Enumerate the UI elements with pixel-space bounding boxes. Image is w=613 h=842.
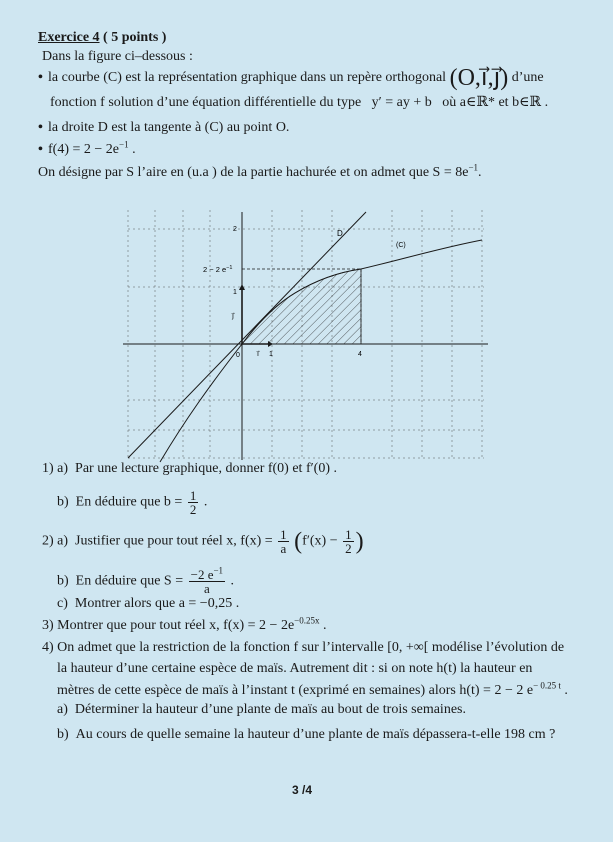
- question-4-line2: la hauteur d’une certaine espèce de maïs. Autrement dit : si on note h(t) la hauteur en: [57, 661, 533, 676]
- question-4-line3: [57, 680, 568, 699]
- label-C: (C): [396, 242, 406, 249]
- q4b-text: Au cours de quelle semaine la hauteur d’une plante de maïs dépassera-t-elle 198 cm ?: [75, 727, 556, 742]
- question-4b: [57, 727, 555, 743]
- origin-label: 0: [236, 352, 240, 359]
- area-value: 8e: [455, 165, 469, 180]
- q3-exponent: −0.25x: [294, 615, 320, 626]
- q4-line3-end: .: [564, 683, 568, 698]
- question-4a: [57, 702, 466, 718]
- question-2b: [57, 565, 235, 596]
- bullet-curve-text: la courbe (C) est la représentation graphique dans un repère orthogonal: [48, 70, 447, 86]
- fraction-one-over-a: $\frac{1}{a}$: [280, 527, 287, 556]
- vector-j-label: j⃗: [232, 313, 234, 320]
- q4-exponent: − 0.25 t: [533, 680, 561, 691]
- q2b-end: .: [230, 573, 235, 589]
- fraction-area: $\frac{-2 e^{-1}}{a}$: [190, 565, 224, 596]
- area-end: .: [478, 165, 482, 180]
- q1a-number: 1) a): [42, 461, 69, 476]
- area-exponent: −1: [468, 162, 479, 173]
- question-4-line1: 4) On admet que la restriction de la fonction f sur l’intervalle [0, +∞[ modélise l’évolution de: [42, 640, 565, 655]
- exercise-title: Exercice 4: [38, 30, 100, 45]
- q2c-label: c): [57, 596, 68, 611]
- diff-eq-conditions: où a∈ℝ* et b∈ℝ .: [442, 95, 549, 110]
- label-D: D: [337, 229, 343, 238]
- tick-x-4: 4: [358, 351, 362, 358]
- q2a-number: 2) a): [42, 533, 69, 549]
- diff-eq: y′ = ay + b: [371, 95, 432, 110]
- q4a-text: Déterminer la hauteur d’une plante de maïs au bout de trois semaines.: [74, 702, 466, 717]
- q2a-text: Justifier que pour tout réel x, f(x) =: [75, 533, 273, 549]
- bullet-dot-icon: •: [38, 70, 43, 86]
- intro-line: Dans la figure ci–dessous :: [42, 49, 193, 64]
- question-2c: [57, 596, 239, 612]
- q4b-label: b): [57, 727, 69, 742]
- q1b-end: .: [203, 494, 208, 510]
- q1a-text: Par une lecture graphique, donner f(0) et f′(0) .: [75, 461, 337, 476]
- q2c-text: Montrer alors que a = −0,25 .: [74, 596, 240, 611]
- area-text: On désigne par S l’aire en (u.a ) de la partie hachurée et on admet que S =: [38, 165, 452, 180]
- f4-exponent: −1: [119, 139, 129, 150]
- exercise-points: ( 5 points ): [99, 30, 167, 45]
- bullet-dot-icon: •: [38, 120, 43, 135]
- fraction-inner-half: $\frac{1}{2}$: [345, 527, 352, 556]
- bullet-tangent-text: la droite D est la tangente à (C) au point O.: [48, 120, 290, 135]
- fraction-one-half: $\frac{1}{2}$: [189, 488, 197, 517]
- q4a-label: a): [57, 702, 68, 717]
- q1b-text: En déduire que b =: [75, 494, 183, 510]
- tick-y-1: 1: [233, 289, 237, 296]
- bullet-curve-end: d’une: [511, 70, 544, 86]
- q3-end: .: [323, 618, 327, 633]
- tick-y-value: 2 − 2 $e^{-1}$: [203, 265, 233, 274]
- question-2a: 2) a) Justifier que pour tout réel x, f(x) = $\frac{1}{a}$ (f′(x) − $\frac{1}{2}$ ): [42, 527, 364, 556]
- f4-end: .: [132, 142, 136, 157]
- q4-line3-text: mètres de cette espèce de maïs à l’instant t (exprimé en semaines) alors h(t) = 2 − 2 e: [57, 683, 534, 698]
- q3-text: 3) Montrer que pour tout réel x, f(x) = 2 − 2e: [42, 618, 295, 633]
- bullet-dot-icon: •: [38, 142, 43, 157]
- f4-equation: f(4) = 2 − 2e: [48, 142, 119, 157]
- tick-x-1: 1: [269, 351, 273, 358]
- q2a-inner: f′(x) −: [302, 533, 338, 549]
- frame-notation: (O,i⃗,j⃗): [449, 65, 509, 91]
- page-number: 3 /4: [292, 783, 313, 797]
- q1b-label: b): [57, 494, 69, 510]
- q2b-text: En déduire que S =: [75, 573, 184, 589]
- tick-y-2: 2: [233, 226, 237, 233]
- vector-i-label: i⃗: [257, 351, 259, 358]
- question-1b: [57, 489, 207, 516]
- question-3: [42, 615, 327, 634]
- question-1a: [42, 461, 337, 477]
- q2b-label: b): [57, 573, 69, 589]
- diff-eq-text: fonction f solution d’une équation différentielle du type: [50, 95, 362, 110]
- hatched-region: [242, 269, 361, 344]
